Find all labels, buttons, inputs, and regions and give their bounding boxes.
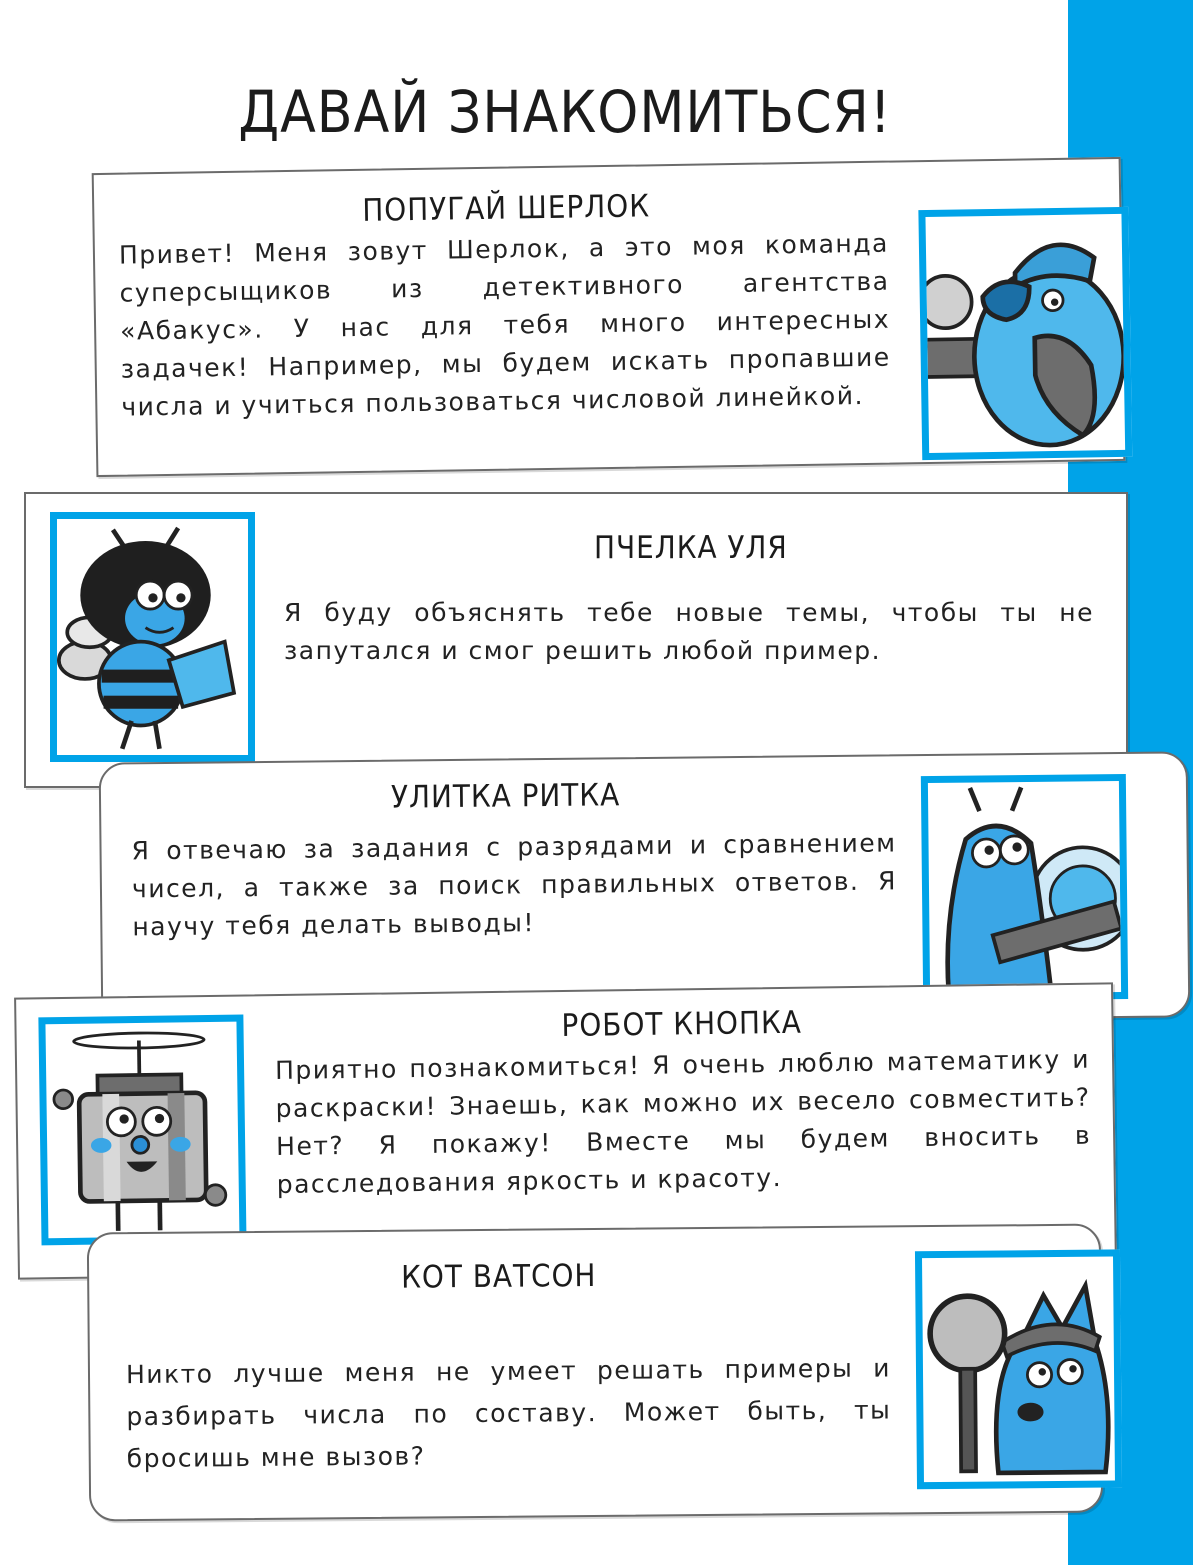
character-description: Приятно познакомиться! Я очень люблю математику и раскраски! Знаешь, как можно их весело совместить? Нет? Я покажу! Вместе мы будем вносить в расследования яркость и красоту. xyxy=(274,1044,1092,1200)
page-title: ДАВАЙ ЗНАКОМИТЬСЯ! xyxy=(238,78,892,146)
bee-reading-icon xyxy=(50,512,255,762)
character-description: Я отвечаю за задания с разрядами и сравнением чисел, а также за поиск правильных ответов. Я научу тебя делать выводы! xyxy=(131,828,898,942)
character-name: РОБОТ КНОПКА xyxy=(561,1004,803,1045)
character-card-bee xyxy=(24,492,1128,788)
character-card-parrot xyxy=(92,157,1126,477)
character-name: ПОПУГАЙ ШЕРЛОК xyxy=(362,188,651,229)
character-description: Никто лучше меня не умеет решать примеры и разбирать числа по составу. Может быть, ты бросишь мне вызов? xyxy=(125,1353,892,1474)
character-description: Я буду объяснять тебе новые темы, чтобы ты не запутался и смог решить любой пример. xyxy=(284,598,1094,665)
character-name: ПЧЕЛКА УЛЯ xyxy=(594,530,788,566)
character-description: Привет! Меня зовут Шерлок, а это моя команда суперсыщиков из детективного агентства «Абакус». У нас для тебя много интересных задачек! Например, мы будем искать пропавшие числа и учиться пользоваться числовой линейкой. xyxy=(118,228,891,422)
snail-telescope-icon xyxy=(921,774,1128,1001)
character-name: КОТ ВАТСОН xyxy=(401,1257,597,1296)
character-name: УЛИТКА РИТКА xyxy=(390,777,621,816)
parrot-detective-icon xyxy=(918,207,1132,460)
robot-propeller-icon xyxy=(38,1014,246,1245)
character-card-cat xyxy=(87,1224,1103,1522)
cat-magnifier-icon xyxy=(915,1249,1122,1489)
